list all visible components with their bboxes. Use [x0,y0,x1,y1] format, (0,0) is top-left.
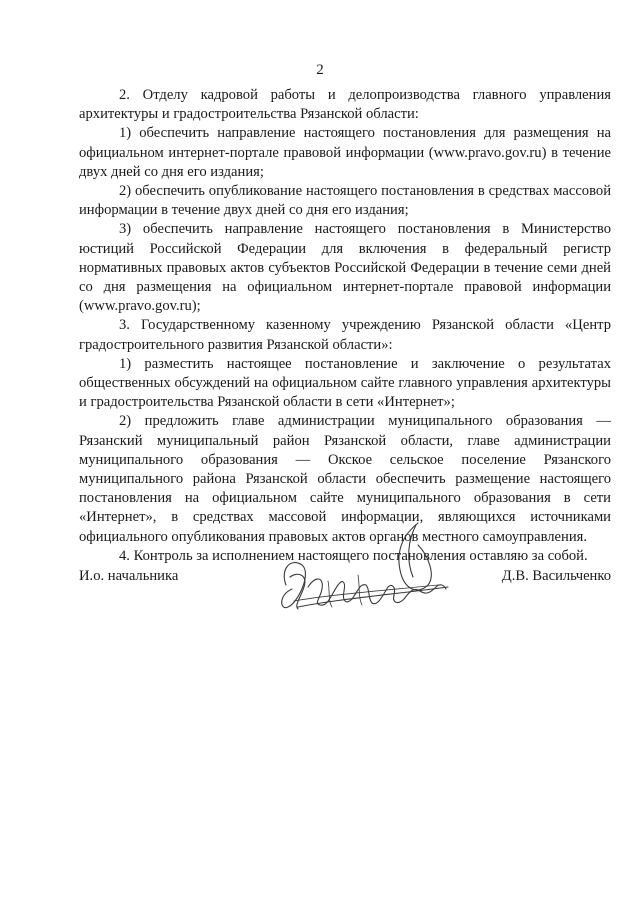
handwritten-signature [268,515,468,625]
signer-name: Д.В. Васильченко [501,568,611,584]
paragraph-subitem-2-3: 3) обеспечить направление настоящего постановления в Министерство юстиций Российской Федерации для включения в федеральный регистр нормативных правовых актов субъектов Российской Федерации в течение семи дней со дня размещения на официальном интернет-портале правовой информации (www.pravo.gov.ru); [79,221,611,315]
document-body [79,86,611,566]
signer-position-title: И.о. начальника [79,568,179,584]
paragraph-item-2: 2. Отделу кадровой работы и делопроизводства главного управления архитектуры и градостроительства Рязанской области: [79,87,611,123]
paragraph-subitem-2-1: 1) обеспечить направление настоящего постановления для размещения на официальном интернет-портале правовой информации (www.pravo.gov.ru) в течение двух дней со дня его издания; [79,125,611,180]
paragraph-subitem-2-2: 2) обеспечить опубликование настоящего постановления в средствах массовой информации в течение двух дней со дня его издания; [79,183,611,219]
paragraph-item-4: 4. Контроль за исполнением настоящего постановления оставляю за собой. [119,547,588,564]
paragraph-subitem-3-1: 1) разместить настоящее постановление и заключение о результатах общественных обсуждений на официальном сайте главного управления архитектуры и градостроительства Рязанской области в сети «Интернет»; [79,355,611,411]
paragraph-item-3: 3. Государственному казенному учреждению Рязанской области «Центр градостроительного развития Рязанской области»: [79,317,611,353]
page-number: 2 [316,62,324,78]
paragraph-subitem-3-2: 2) предложить главе администрации муниципального образования — Рязанский муниципальный район Рязанской области, главе администрации муниципального образования — Окское сельское поселение Рязанского муниципального района Рязанской области обеспечить размещение настоящего постановления на официальном сайте муниципального образования в сети «Интернет», в средствах массовой информации, являющихся источниками официального опубликования правовых актов органов местного самоуправления. [79,413,611,545]
